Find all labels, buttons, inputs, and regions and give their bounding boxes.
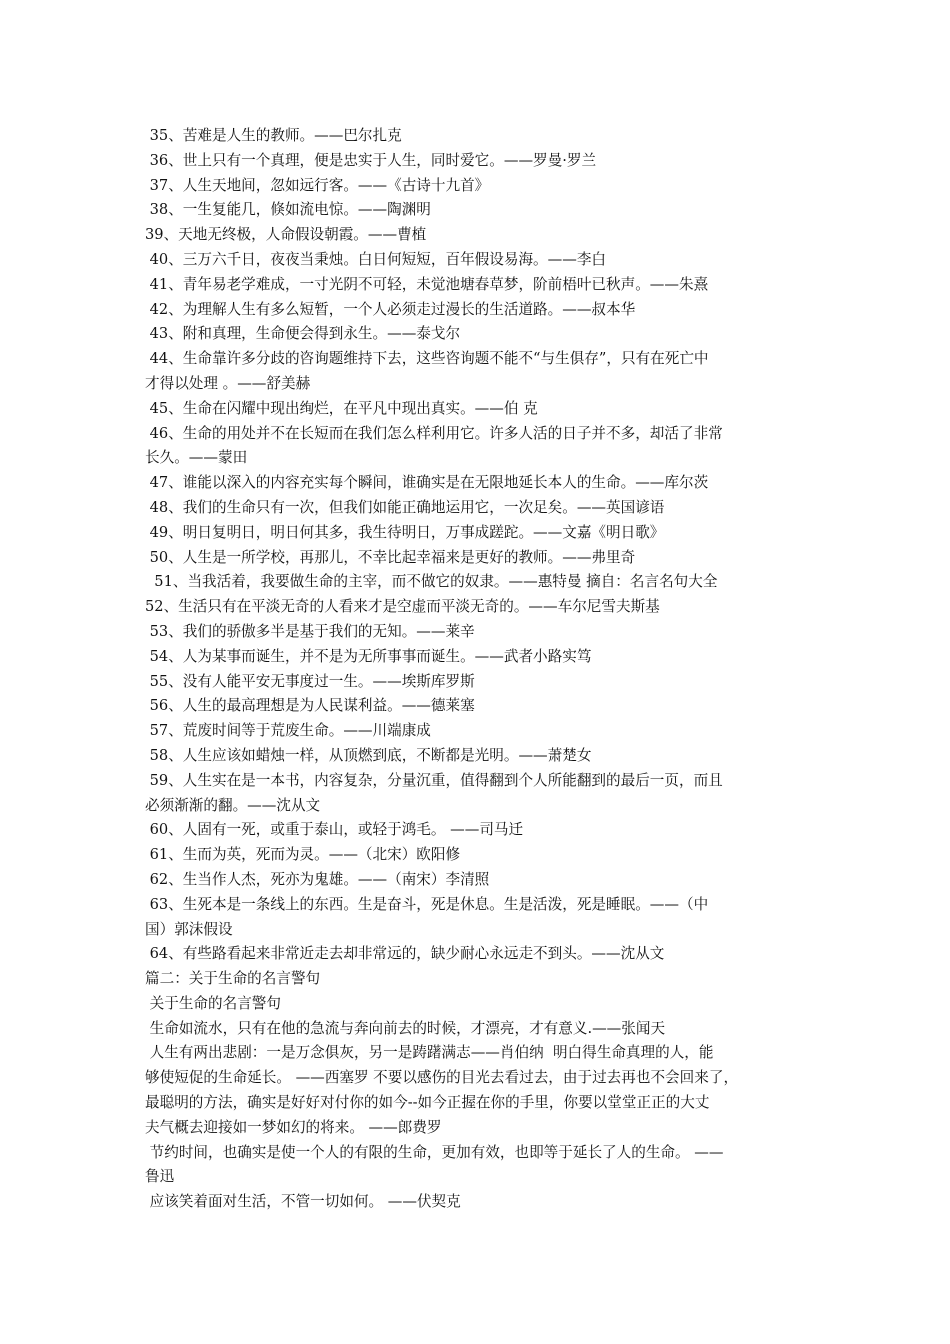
text-line: 37、人生天地间，忽如远行客。——《古诗十九首》 (145, 176, 490, 194)
text-line: 50、人生是一所学校，再那儿，不幸比起幸福来是更好的教师。——弗里奇 (145, 548, 636, 566)
text-line: 58、人生应该如蜡烛一样，从顶燃到底，不断都是光明。——萧楚女 (145, 746, 592, 764)
text-line: 国）郭沫假设 (145, 920, 233, 938)
text-line: 64、有些路看起来非常近走去却非常远的，缺少耐心永远走不到头。——沈从文 (145, 945, 665, 963)
text-line: 47、谁能以深入的内容充实每个瞬间，谁确实是在无限地延长本人的生命。——库尔茨 (145, 474, 709, 492)
text-line: 最聪明的方法，确实是好好对付你的如今--如今正握在你的手里，你要以堂堂正正的大丈 (145, 1094, 710, 1112)
text-line: 夫气概去迎接如一梦如幻的将来。 ——郎费罗 (145, 1118, 442, 1136)
text-line: 够使短促的生命延长。 ——西塞罗 不要以感伤的目光去看过去，由于过去再也不会回来了， (145, 1069, 739, 1087)
text-line: 41、青年易老学难成，一寸光阴不可轻，未觉池塘春草梦，阶前梧叶已秋声。——朱熹 (145, 275, 709, 293)
text-line: 生命如流水，只有在他的急流与奔向前去的时候，才漂亮，才有意义.——张闻天 (145, 1019, 666, 1037)
text-line: 54、人为某事而诞生，并不是为无所事事而诞生。——武者小路实笃 (145, 647, 592, 665)
text-line: 人生有两出悲剧：一是万念俱灰，另一是踌躇满志——肖伯纳 明白得生命真理的人，能 (145, 1044, 714, 1062)
text-line: 57、荒废时间等于荒废生命。——川端康成 (145, 722, 431, 740)
text-line: 应该笑着面对生活，不管一切如何。 ——伏契克 (145, 1193, 461, 1211)
text-line: 鲁迅 (145, 1168, 175, 1186)
text-line: 52、生活只有在平淡无奇的人看来才是空虚而平淡无奇的。——车尔尼雪夫斯基 (145, 598, 660, 616)
text-line: 59、人生实在是一本书，内容复杂，分量沉重，值得翻到个人所能翻到的最后一页，而且 (145, 771, 723, 789)
text-line: 38、一生复能几，倏如流电惊。——陶渊明 (145, 201, 431, 219)
text-line: 48、我们的生命只有一次，但我们如能正确地运用它，一次足矣。——英国谚语 (145, 498, 665, 516)
text-line: 53、我们的骄傲多半是基于我们的无知。——莱辛 (145, 622, 475, 640)
text-line: 39、天地无终极，人命假设朝霞。——曹植 (145, 226, 427, 244)
text-line: 44、生命靠许多分歧的咨询题维持下去，这些咨询题不能不“与生俱存”，只有在死亡中 (145, 350, 709, 368)
text-line: 60、人固有一死，或重于泰山，或轻于鸿毛。 ——司马迁 (145, 821, 524, 839)
text-line: 62、生当作人杰，死亦为鬼雄。——（南宋）李清照 (145, 870, 490, 888)
text-line: 45、生命在闪耀中现出绚烂，在平凡中现出真实。——伯 克 (145, 399, 538, 417)
text-line: 才得以处理 。——舒美赫 (145, 374, 311, 392)
text-line: 节约时间，也确实是使一个人的有限的生命，更加有效，也即等于延长了人的生命。 —— (145, 1143, 724, 1161)
text-line: 61、生而为英，死而为灵。——（北宋）欧阳修 (145, 846, 461, 864)
text-line: 必须渐渐的翻。——沈从文 (145, 796, 321, 814)
text-line: 56、人生的最高理想是为人民谋利益。——德莱塞 (145, 697, 475, 715)
text-line: 46、生命的用处并不在长短而在我们怎么样利用它。许多人活的日子并不多，却活了非常 (145, 424, 723, 442)
text-line: 49、明日复明日，明日何其多，我生待明日，万事成蹉跎。——文嘉《明日歌》 (145, 523, 665, 541)
text-line: 长久。——蒙田 (145, 449, 248, 467)
text-line: 55、没有人能平安无事度过一生。——埃斯库罗斯 (145, 672, 475, 690)
text-line: 36、世上只有一个真理，便是忠实于人生，同时爱它。——罗曼·罗兰 (145, 151, 597, 169)
document-body (145, 124, 813, 1215)
text-line: 63、生死本是一条线上的东西。生是奋斗，死是休息。生是活泼，死是睡眠。——（中 (145, 895, 709, 913)
section-subheading: 关于生命的名言警句 (145, 994, 281, 1012)
text-line: 43、附和真理，生命便会得到永生。——泰戈尔 (145, 325, 461, 343)
text-line: 51、当我活着，我要做生命的主宰，而不做它的奴隶。——惠特曼 摘自：名言名句大全 (145, 573, 718, 591)
text-line: 35、苦难是人生的教师。——巴尔扎克 (145, 127, 402, 144)
section-heading: 篇二：关于生命的名言警句 (145, 970, 321, 988)
text-line: 40、三万六千日，夜夜当秉烛。白日何短短，百年假设易海。——李白 (145, 250, 607, 268)
text-line: 42、为理解人生有多么短暂，一个人必须走过漫长的生活道路。——叔本华 (145, 300, 636, 318)
